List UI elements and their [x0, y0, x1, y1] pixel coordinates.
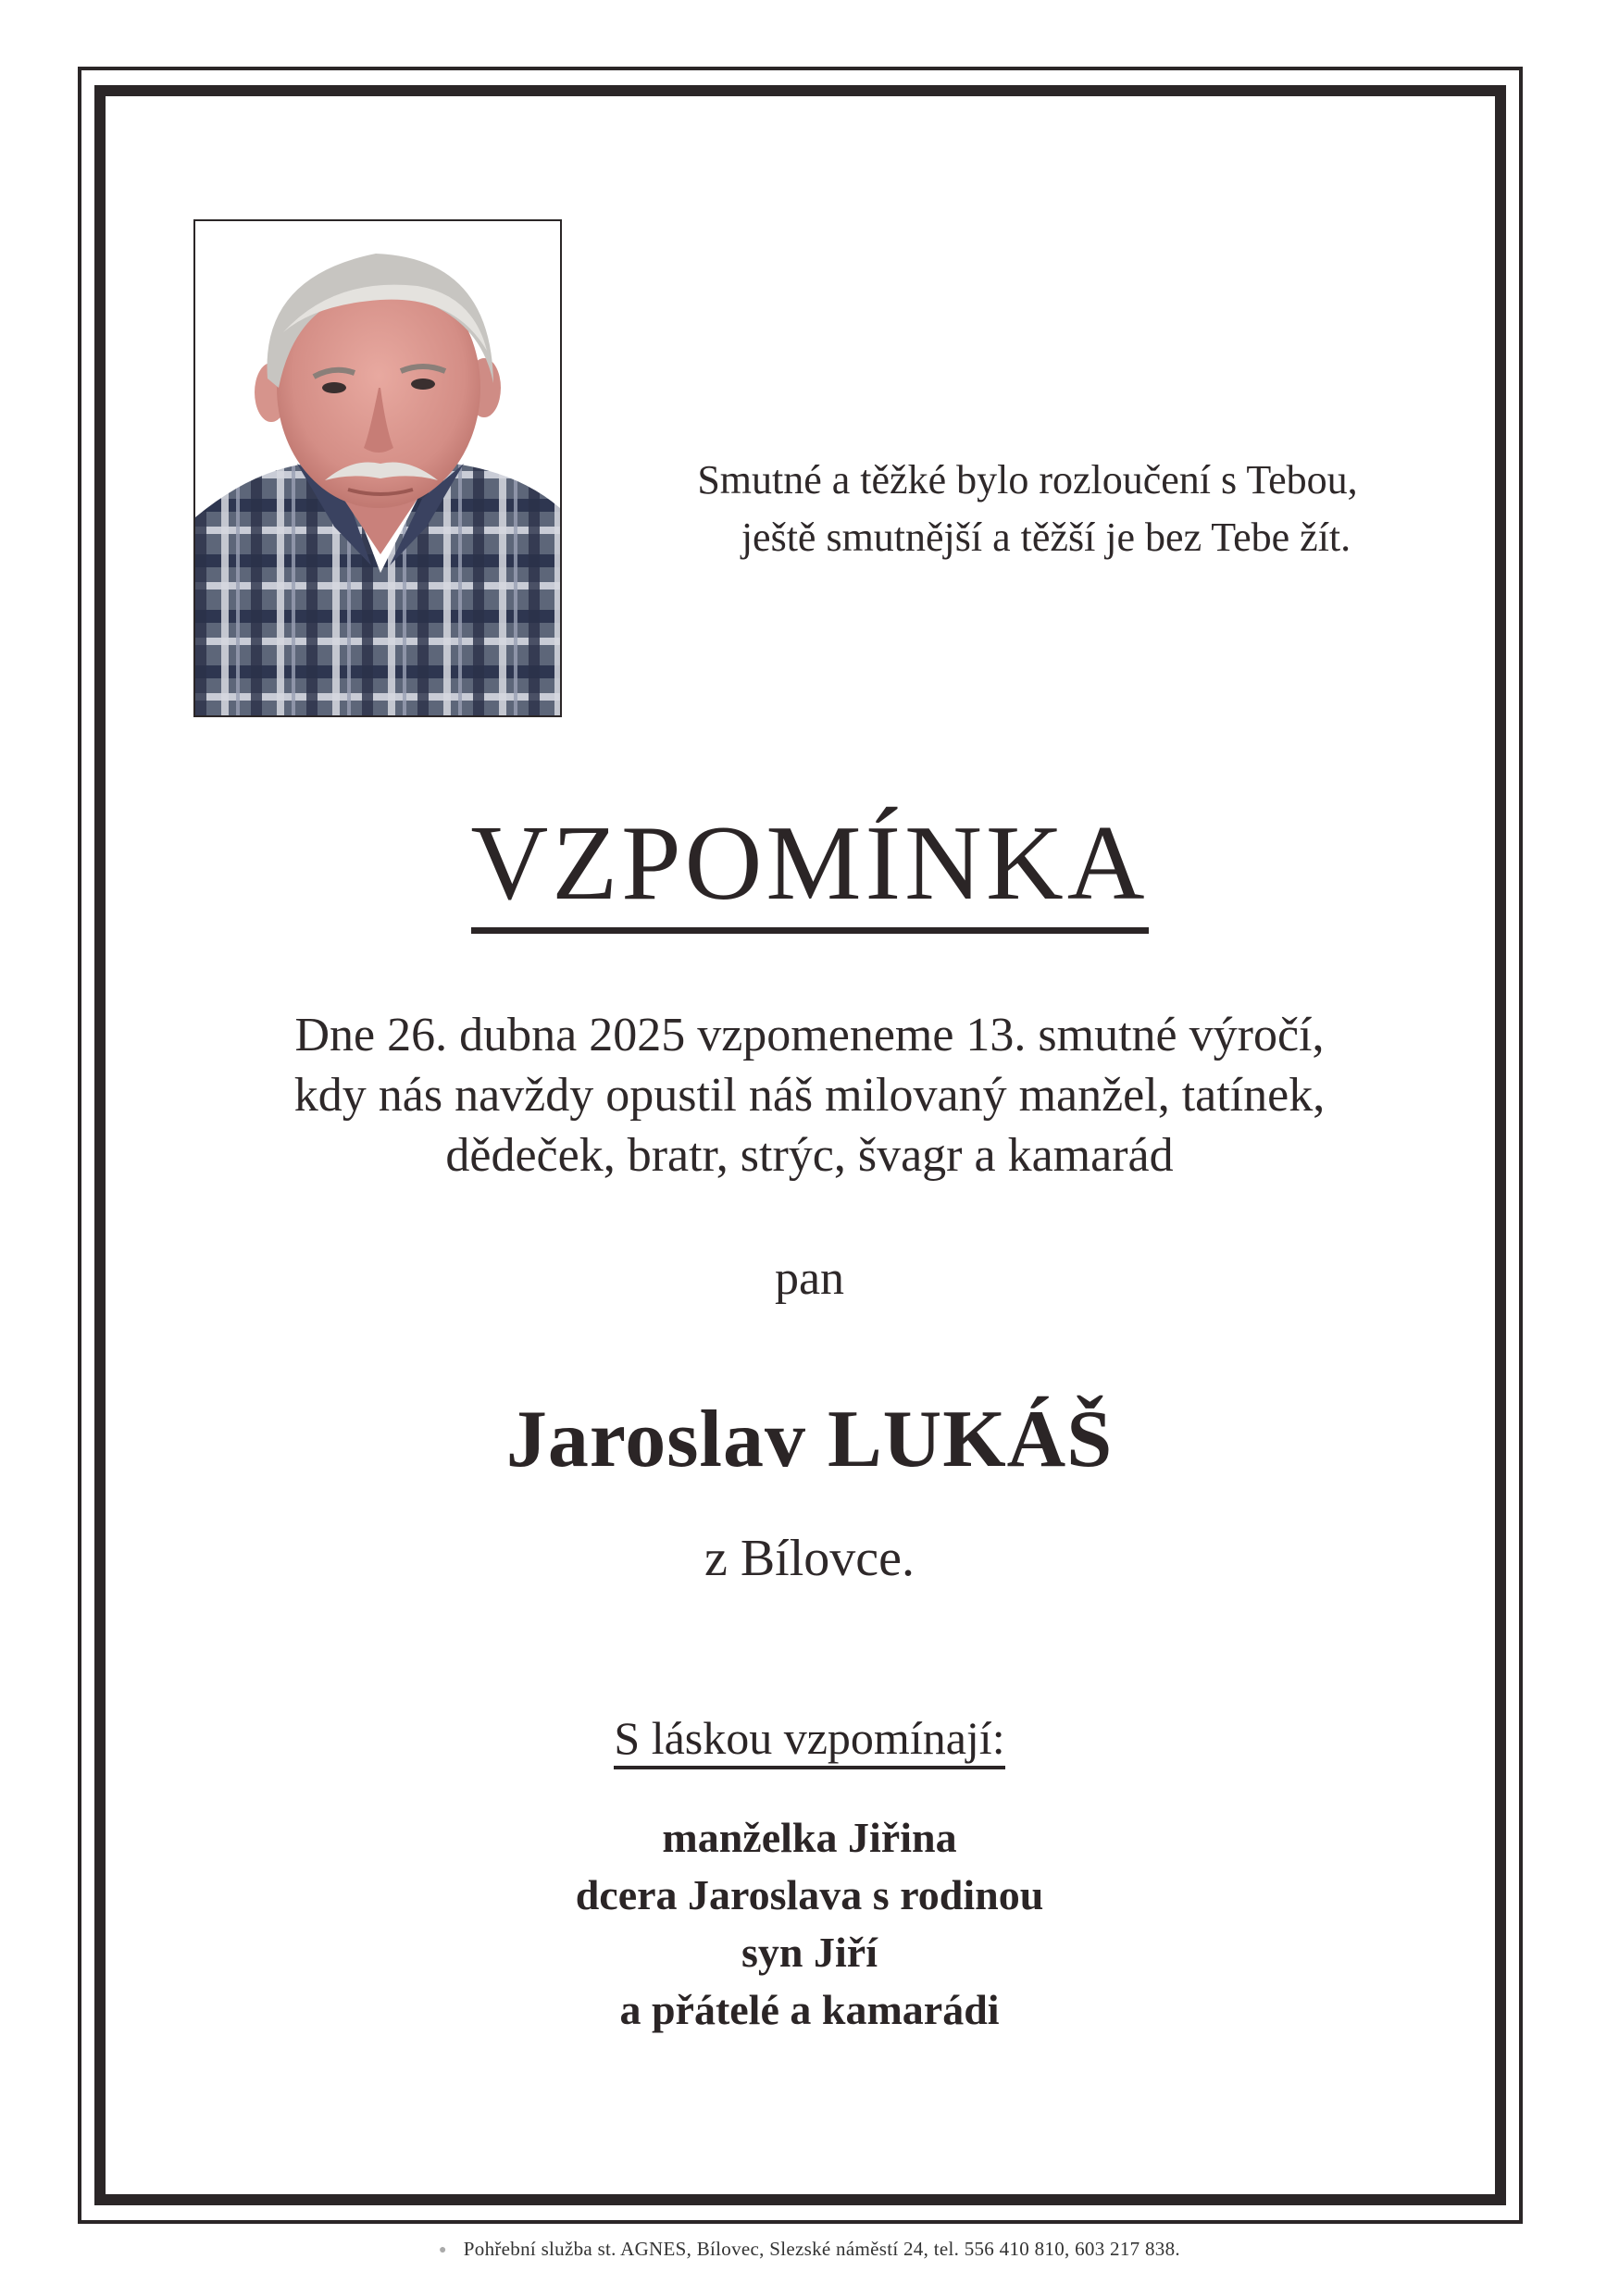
remember-heading-container: [0, 1714, 1619, 1769]
honorific: pan: [774, 1252, 845, 1305]
title-container: [0, 804, 1619, 934]
footer: [0, 2238, 1619, 2261]
announcement-line-2: kdy nás navždy opustil náš milovaný manžel, tatínek,: [293, 1069, 1326, 1122]
verse-line-2: ještě smutnější a těžší je bez Tebe žít.: [741, 515, 1351, 560]
mourner-item: manželka Jiřina: [662, 1814, 957, 1861]
mourner-item: syn Jiří: [741, 1929, 878, 1976]
footer-text: Pohřební služba st. AGNES, Bílovec, Slezské náměstí 24, tel. 556 410 810, 603 217 838.: [463, 2238, 1180, 2260]
deceased-name: Jaroslav LUKÁŠ: [505, 1395, 1114, 1484]
remember-heading: S láskou vzpomínají:: [614, 1714, 1004, 1769]
verse-line-1: Smutné a těžké bylo rozloučení s Tebou,: [697, 457, 1358, 503]
bullet-icon: ●: [439, 2243, 447, 2258]
portrait-image: [195, 221, 560, 715]
announcement-line-1: Dne 26. dubna 2025 vzpomeneme 13. smutné výročí,: [294, 1009, 1325, 1061]
hometown: z Bílovce.: [704, 1530, 915, 1587]
mourner-item: dcera Jaroslava s rodinou: [575, 1871, 1044, 1918]
portrait-photo: [193, 219, 562, 717]
mourner-item: a přátelé a kamarádi: [619, 1986, 1000, 2033]
page-title: VZPOMÍNKA: [471, 813, 1149, 934]
announcement-line-3: dědeček, bratr, strýc, švagr a kamarád: [445, 1129, 1174, 1182]
